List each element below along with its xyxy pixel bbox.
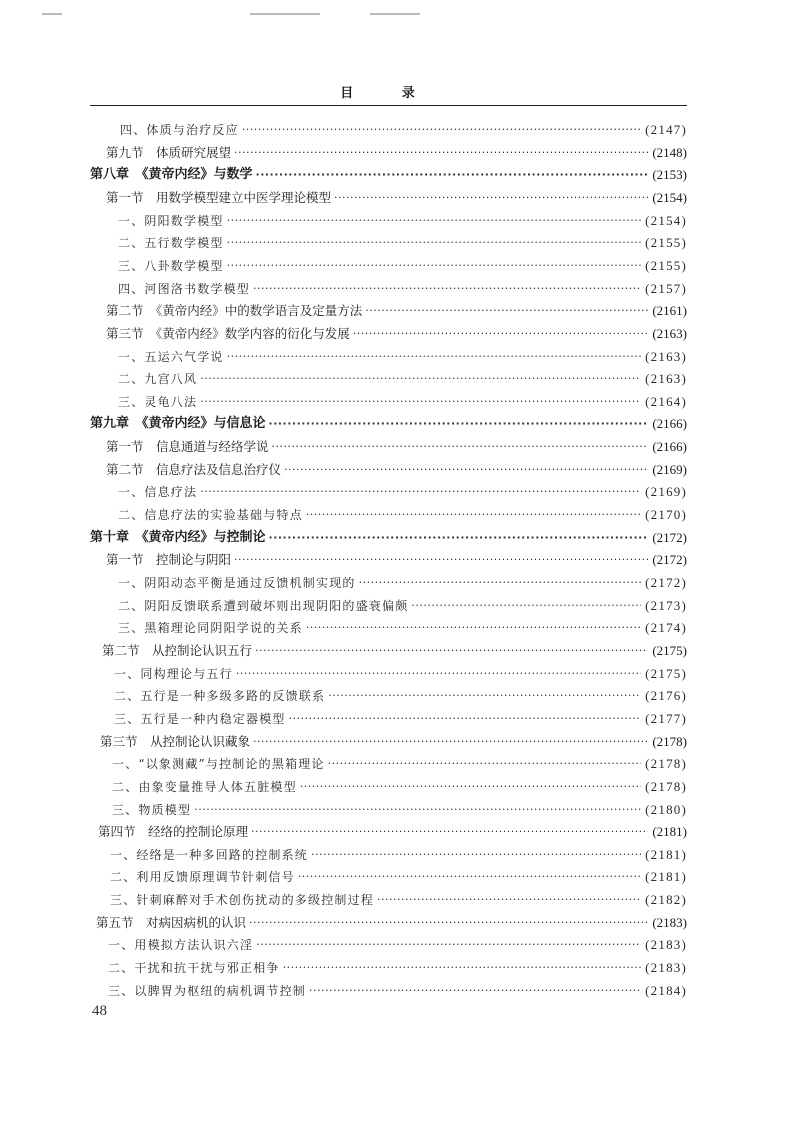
toc-entry-title: 二、五行数学模型 [118, 236, 224, 251]
toc-entry-item[interactable] [108, 935, 687, 955]
toc-page-ref: (2175) [645, 665, 687, 681]
toc-entry-title: 一、经络是一种多回路的控制系统 [110, 847, 309, 862]
scan-artifact [42, 13, 62, 15]
toc-entry-title: 第二节 《黄帝内经》中的数学语言及定量方法 [106, 303, 363, 319]
toc-entry-title: 四、河图洛书数学模型 [118, 281, 251, 296]
toc-entry-title: 第九节 体质研究展望 [106, 144, 232, 160]
toc-entry-item[interactable] [114, 709, 687, 729]
dot-leader [298, 867, 641, 887]
toc-page-ref: (2166) [652, 416, 687, 432]
dot-leader [255, 641, 648, 661]
toc-entry-title: 第三节 从控制论认识藏象 [100, 733, 251, 749]
toc-entry-title: 二、干扰和抗干扰与邪正相争 [108, 961, 280, 976]
dot-leader [283, 958, 642, 978]
toc-page-ref: (2183) [645, 960, 687, 976]
dot-leader [353, 324, 649, 344]
toc-entry-title: 一、用模拟方法认识六淫 [108, 938, 254, 953]
toc-entry-title: 一、阴阳动态平衡是通过反馈机制实现的 [118, 576, 356, 590]
dot-leader [194, 800, 641, 820]
dot-leader [306, 618, 641, 638]
dot-leader [269, 414, 649, 434]
toc-entry-title: 一、阴阳数学模型 [118, 213, 224, 228]
toc-entry-section[interactable] [106, 301, 687, 321]
toc-page-ref: (2178) [645, 756, 687, 772]
toc-entry-section[interactable] [106, 324, 687, 344]
toc-entry-title: 第二节 信息疗法及信息治疗仪 [106, 461, 282, 477]
toc-entry-item[interactable] [110, 890, 687, 910]
toc-entry-title: 一、同构理论与五行 [114, 666, 233, 681]
dot-leader [300, 777, 641, 797]
toc-page-ref: (2163) [645, 348, 687, 364]
toc-page-ref: (2178) [645, 778, 687, 794]
dot-leader [249, 913, 648, 933]
toc-entry-title: 第一节 用数学模型建立中医学理论模型 [106, 189, 332, 205]
scan-artifact [250, 13, 320, 15]
toc-entry-title: 四、体质与治疗反应 [120, 123, 239, 137]
dot-leader [227, 347, 642, 367]
toc-page-ref: (2166) [652, 439, 687, 455]
toc-entry-title: 二、五行是一种多级多路的反馈联系 [114, 689, 326, 704]
toc-page-ref: (2169) [645, 484, 687, 500]
toc-page-ref: (2182) [645, 892, 687, 908]
dot-leader [328, 754, 641, 774]
toc-entry-item[interactable] [118, 279, 687, 299]
toc-entry-item[interactable] [118, 256, 687, 276]
toc-entry-section[interactable] [106, 460, 687, 480]
toc-entry-chapter[interactable] [90, 528, 687, 548]
dot-leader [311, 845, 641, 865]
toc-entry-title: 三、五行是一种内稳定器模型 [114, 711, 286, 726]
toc-page-ref: (2164) [645, 393, 687, 409]
toc-page-ref: (2161) [652, 303, 687, 319]
dot-leader [200, 392, 641, 412]
toc-entry-title: 第一节 控制论与阴阳 [106, 552, 232, 568]
dot-leader [306, 505, 641, 525]
dot-leader [256, 935, 641, 955]
dot-leader [284, 460, 648, 480]
toc-entry-title: 二、阴阳反馈联系遭到破坏则出现阴阳的盛衰偏颇 [118, 598, 409, 613]
toc-page-ref: (2174) [645, 620, 687, 636]
dot-leader [328, 686, 641, 706]
toc-entry-item[interactable] [112, 777, 687, 797]
dot-leader [227, 256, 642, 276]
toc-page-ref: (2183) [652, 914, 687, 930]
toc-entry-title: 二、利用反馈原理调节针刺信号 [110, 870, 295, 885]
toc-entry-title: 第二节 从控制论认识五行 [102, 642, 253, 658]
toc-entry-item[interactable] [110, 867, 687, 887]
toc-page-ref: (2155) [645, 257, 687, 273]
toc-entry-section[interactable] [106, 188, 687, 208]
toc-page-ref: (2172) [652, 529, 687, 545]
dot-leader [411, 596, 641, 616]
dot-leader [256, 165, 649, 185]
toc-page-ref: (2148) [652, 144, 687, 160]
toc-entry-item[interactable] [118, 347, 687, 367]
toc-page-ref: (2180) [645, 801, 687, 817]
dot-leader [365, 301, 648, 321]
dot-leader [272, 437, 649, 457]
toc-page-ref: (2169) [652, 461, 687, 477]
toc-page-ref: (2184) [645, 982, 687, 998]
toc-page-ref: (2172) [652, 552, 687, 568]
dot-leader [289, 709, 642, 729]
toc-entry-item[interactable] [118, 211, 687, 231]
toc-page-ref: (2176) [645, 688, 687, 704]
dot-leader [234, 143, 648, 163]
toc-entry-title: 第四节 经络的控制论原理 [98, 824, 249, 840]
toc-entry-item[interactable] [118, 233, 687, 253]
dot-leader [251, 822, 648, 842]
toc-entry-title: 第一节 信息通道与经络学说 [106, 439, 269, 455]
toc-page-ref: (2177) [645, 710, 687, 726]
toc-entry-title: 二、九宫八风 [118, 372, 198, 387]
toc-page-ref: (2155) [645, 235, 687, 251]
toc-entry-item[interactable] [120, 120, 687, 140]
toc-page-ref: (2153) [652, 167, 687, 183]
toc-entry-section[interactable] [96, 913, 687, 933]
toc-entry-title: 三、灵龟八法 [118, 394, 198, 409]
toc-entry-title: 一、五运六气学说 [118, 349, 224, 364]
toc-entry-item[interactable] [118, 392, 687, 412]
dot-leader [359, 573, 642, 593]
toc-entry-item[interactable] [112, 754, 687, 774]
dot-leader [377, 890, 641, 910]
header-rule [90, 105, 687, 106]
dot-leader [234, 550, 648, 570]
toc-page-ref: (2181) [645, 869, 687, 885]
toc-entry-item[interactable] [118, 596, 687, 616]
toc-entry-title: 第九章 《黄帝内经》与信息论 [90, 416, 266, 432]
toc-page-ref: (2181) [652, 824, 687, 840]
toc-entry-section[interactable] [106, 143, 687, 163]
dot-leader [227, 233, 642, 253]
toc-page-ref: (2170) [645, 507, 687, 523]
toc-entry-item[interactable] [108, 981, 687, 1001]
dot-leader [227, 211, 642, 231]
toc-entry-item[interactable] [108, 958, 687, 978]
toc-page-ref: (2181) [645, 846, 687, 862]
toc-entry-title: 三、黑箱理论同阴阳学说的关系 [118, 621, 303, 636]
toc-page-ref: (2172) [645, 575, 687, 590]
page-number: 48 [92, 1003, 107, 1019]
toc-page-ref: (2173) [645, 597, 687, 613]
dot-leader [309, 981, 641, 1001]
toc-entry-item[interactable] [110, 845, 687, 865]
toc-entry-title: 三、物质模型 [112, 802, 192, 817]
toc-entry-title: 第十章 《黄帝内经》与控制论 [90, 529, 266, 545]
toc-entry-title: 一、“以象测藏”与控制论的黑箱理论 [112, 757, 325, 772]
toc-page-ref: (2163) [652, 325, 687, 341]
toc-entry-item[interactable] [114, 664, 687, 684]
toc-page-ref: (2157) [645, 280, 687, 296]
toc-page-ref: (2183) [645, 937, 687, 953]
toc-page-ref: (2147) [645, 122, 687, 137]
toc-entry-title: 第三节 《黄帝内经》数学内容的衍化与发展 [106, 325, 350, 341]
toc-entry-section[interactable] [106, 550, 687, 570]
toc-entry-section[interactable] [98, 822, 687, 842]
scan-artifact [370, 13, 420, 15]
toc-entry-item[interactable] [118, 505, 687, 525]
page-title: 目 录 [340, 86, 437, 101]
toc-entry-item[interactable] [112, 800, 687, 820]
dot-leader [253, 732, 648, 752]
toc-page-ref: (2175) [652, 642, 687, 658]
toc-entry-section[interactable] [102, 641, 687, 661]
toc-entry-chapter[interactable] [90, 165, 687, 185]
toc-entry-item[interactable] [118, 482, 687, 502]
toc-entry-item[interactable] [118, 369, 687, 389]
toc-page-ref: (2154) [652, 189, 687, 205]
toc-page-ref: (2178) [652, 733, 687, 749]
toc-entry-item[interactable] [114, 686, 687, 706]
toc-entry-section[interactable] [106, 437, 687, 457]
dot-leader [200, 369, 641, 389]
toc-entry-title: 第八章 《黄帝内经》与数学 [90, 167, 253, 183]
toc-entry-section[interactable] [100, 732, 687, 752]
toc-entry-title: 三、八卦数学模型 [118, 258, 224, 273]
toc-entry-item[interactable] [118, 618, 687, 638]
toc-page-ref: (2154) [645, 212, 687, 228]
toc-entry-title: 第五节 对病因病机的认识 [96, 914, 247, 930]
toc-page-ref: (2163) [645, 371, 687, 387]
dot-leader [269, 528, 649, 548]
toc-entry-title: 三、以脾胃为枢纽的病机调节控制 [108, 983, 307, 998]
dot-leader [253, 279, 641, 299]
dot-leader [242, 120, 641, 140]
dot-leader [236, 664, 641, 684]
toc-entry-chapter[interactable] [90, 414, 687, 434]
dot-leader [334, 188, 648, 208]
toc-entry-item[interactable] [118, 573, 687, 593]
dot-leader [200, 482, 641, 502]
toc-entry-title: 二、信息疗法的实验基础与特点 [118, 508, 303, 523]
toc-entry-title: 二、由象变量推导人体五脏模型 [112, 779, 297, 794]
toc-entry-title: 一、信息疗法 [118, 485, 198, 500]
toc-entry-title: 三、针刺麻醉对手术创伤扰动的多级控制过程 [110, 893, 375, 908]
